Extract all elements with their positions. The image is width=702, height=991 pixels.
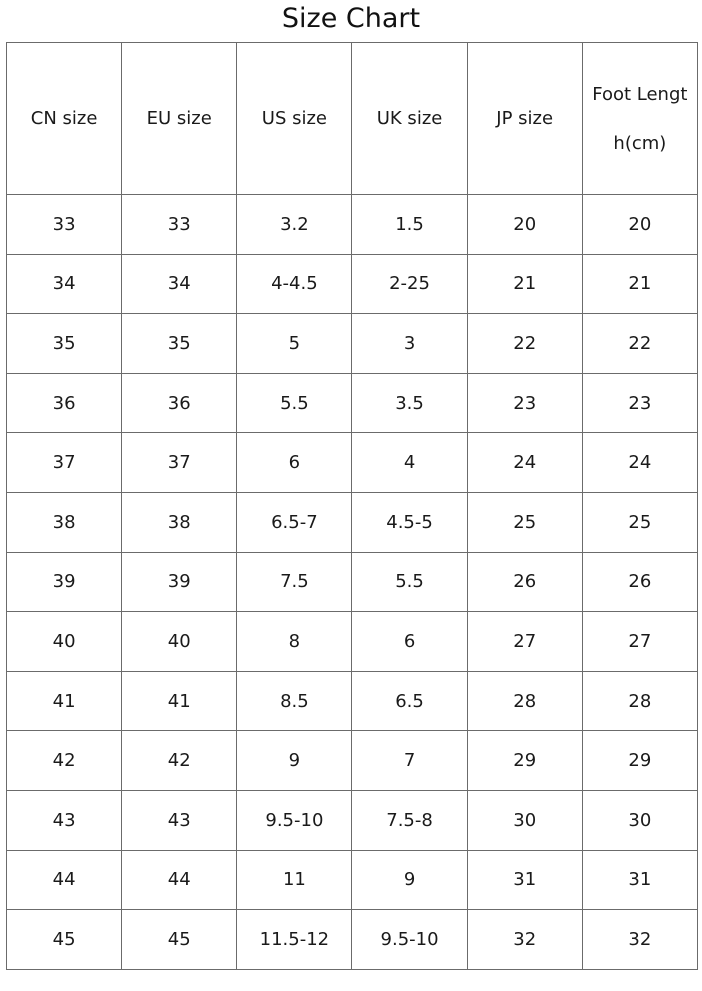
cell-foot-length: 22 [582,314,697,374]
cell-us-size: 3.2 [237,195,352,255]
cell-eu-size: 33 [122,195,237,255]
table-row [7,492,698,552]
cell-eu-size: 44 [122,850,237,910]
table-row [7,671,698,731]
cell-jp-size: 25 [467,492,582,552]
cell-jp-size: 23 [467,373,582,433]
table-row [7,910,698,970]
cell-us-size: 8.5 [237,671,352,731]
table-row [7,612,698,672]
cell-us-size: 9 [237,731,352,791]
cell-cn-size: 34 [7,254,122,314]
cell-foot-length: 31 [582,850,697,910]
header-foot-length [582,43,697,195]
table-row [7,254,698,314]
cell-eu-size: 35 [122,314,237,374]
cell-eu-size: 45 [122,910,237,970]
cell-jp-size: 30 [467,790,582,850]
cell-foot-length: 25 [582,492,697,552]
cell-jp-size: 21 [467,254,582,314]
cell-uk-size: 7 [352,731,467,791]
header-eu-size: EU size [122,43,237,195]
cell-uk-size: 6.5 [352,671,467,731]
cell-cn-size: 40 [7,612,122,672]
cell-cn-size: 38 [7,492,122,552]
cell-eu-size: 43 [122,790,237,850]
header-row [7,43,698,195]
cell-foot-length: 30 [582,790,697,850]
cell-uk-size: 9.5-10 [352,910,467,970]
cell-uk-size: 4 [352,433,467,493]
cell-foot-length: 26 [582,552,697,612]
cell-foot-length: 21 [582,254,697,314]
cell-us-size: 5 [237,314,352,374]
cell-cn-size: 44 [7,850,122,910]
table-body [7,195,698,970]
cell-uk-size: 3 [352,314,467,374]
table-row [7,850,698,910]
cell-cn-size: 35 [7,314,122,374]
cell-cn-size: 39 [7,552,122,612]
cell-jp-size: 27 [467,612,582,672]
cell-us-size: 11 [237,850,352,910]
cell-eu-size: 37 [122,433,237,493]
size-chart-table [6,42,698,970]
cell-foot-length: 28 [582,671,697,731]
cell-us-size: 4-4.5 [237,254,352,314]
table-row [7,552,698,612]
cell-jp-size: 22 [467,314,582,374]
cell-us-size: 6.5-7 [237,492,352,552]
header-jp-size: JP size [467,43,582,195]
cell-eu-size: 36 [122,373,237,433]
cell-eu-size: 41 [122,671,237,731]
cell-uk-size: 2-25 [352,254,467,314]
cell-cn-size: 43 [7,790,122,850]
cell-uk-size: 6 [352,612,467,672]
cell-uk-size: 7.5-8 [352,790,467,850]
cell-us-size: 7.5 [237,552,352,612]
cell-foot-length: 20 [582,195,697,255]
cell-foot-length: 32 [582,910,697,970]
header-us-size: US size [237,43,352,195]
header-foot-length-label: Foot Length(cm) [592,83,688,154]
cell-eu-size: 34 [122,254,237,314]
cell-us-size: 11.5-12 [237,910,352,970]
header-cn-size: CN size [7,43,122,195]
cell-uk-size: 9 [352,850,467,910]
cell-cn-size: 33 [7,195,122,255]
cell-jp-size: 28 [467,671,582,731]
table-row [7,195,698,255]
cell-jp-size: 26 [467,552,582,612]
cell-eu-size: 38 [122,492,237,552]
cell-uk-size: 4.5-5 [352,492,467,552]
cell-eu-size: 42 [122,731,237,791]
cell-uk-size: 5.5 [352,552,467,612]
cell-cn-size: 42 [7,731,122,791]
cell-jp-size: 29 [467,731,582,791]
table-row [7,790,698,850]
cell-jp-size: 24 [467,433,582,493]
table-row [7,731,698,791]
cell-us-size: 9.5-10 [237,790,352,850]
table-row [7,314,698,374]
cell-uk-size: 3.5 [352,373,467,433]
page-title: Size Chart [281,3,421,34]
table-row [7,433,698,493]
cell-foot-length: 27 [582,612,697,672]
cell-cn-size: 45 [7,910,122,970]
table-row [7,373,698,433]
cell-uk-size: 1.5 [352,195,467,255]
cell-us-size: 6 [237,433,352,493]
cell-cn-size: 41 [7,671,122,731]
cell-foot-length: 23 [582,373,697,433]
cell-eu-size: 40 [122,612,237,672]
header-uk-size: UK size [352,43,467,195]
cell-cn-size: 37 [7,433,122,493]
cell-us-size: 5.5 [237,373,352,433]
cell-jp-size: 20 [467,195,582,255]
cell-eu-size: 39 [122,552,237,612]
table-header [7,43,698,195]
cell-cn-size: 36 [7,373,122,433]
cell-us-size: 8 [237,612,352,672]
cell-foot-length: 24 [582,433,697,493]
cell-jp-size: 32 [467,910,582,970]
cell-foot-length: 29 [582,731,697,791]
cell-jp-size: 31 [467,850,582,910]
